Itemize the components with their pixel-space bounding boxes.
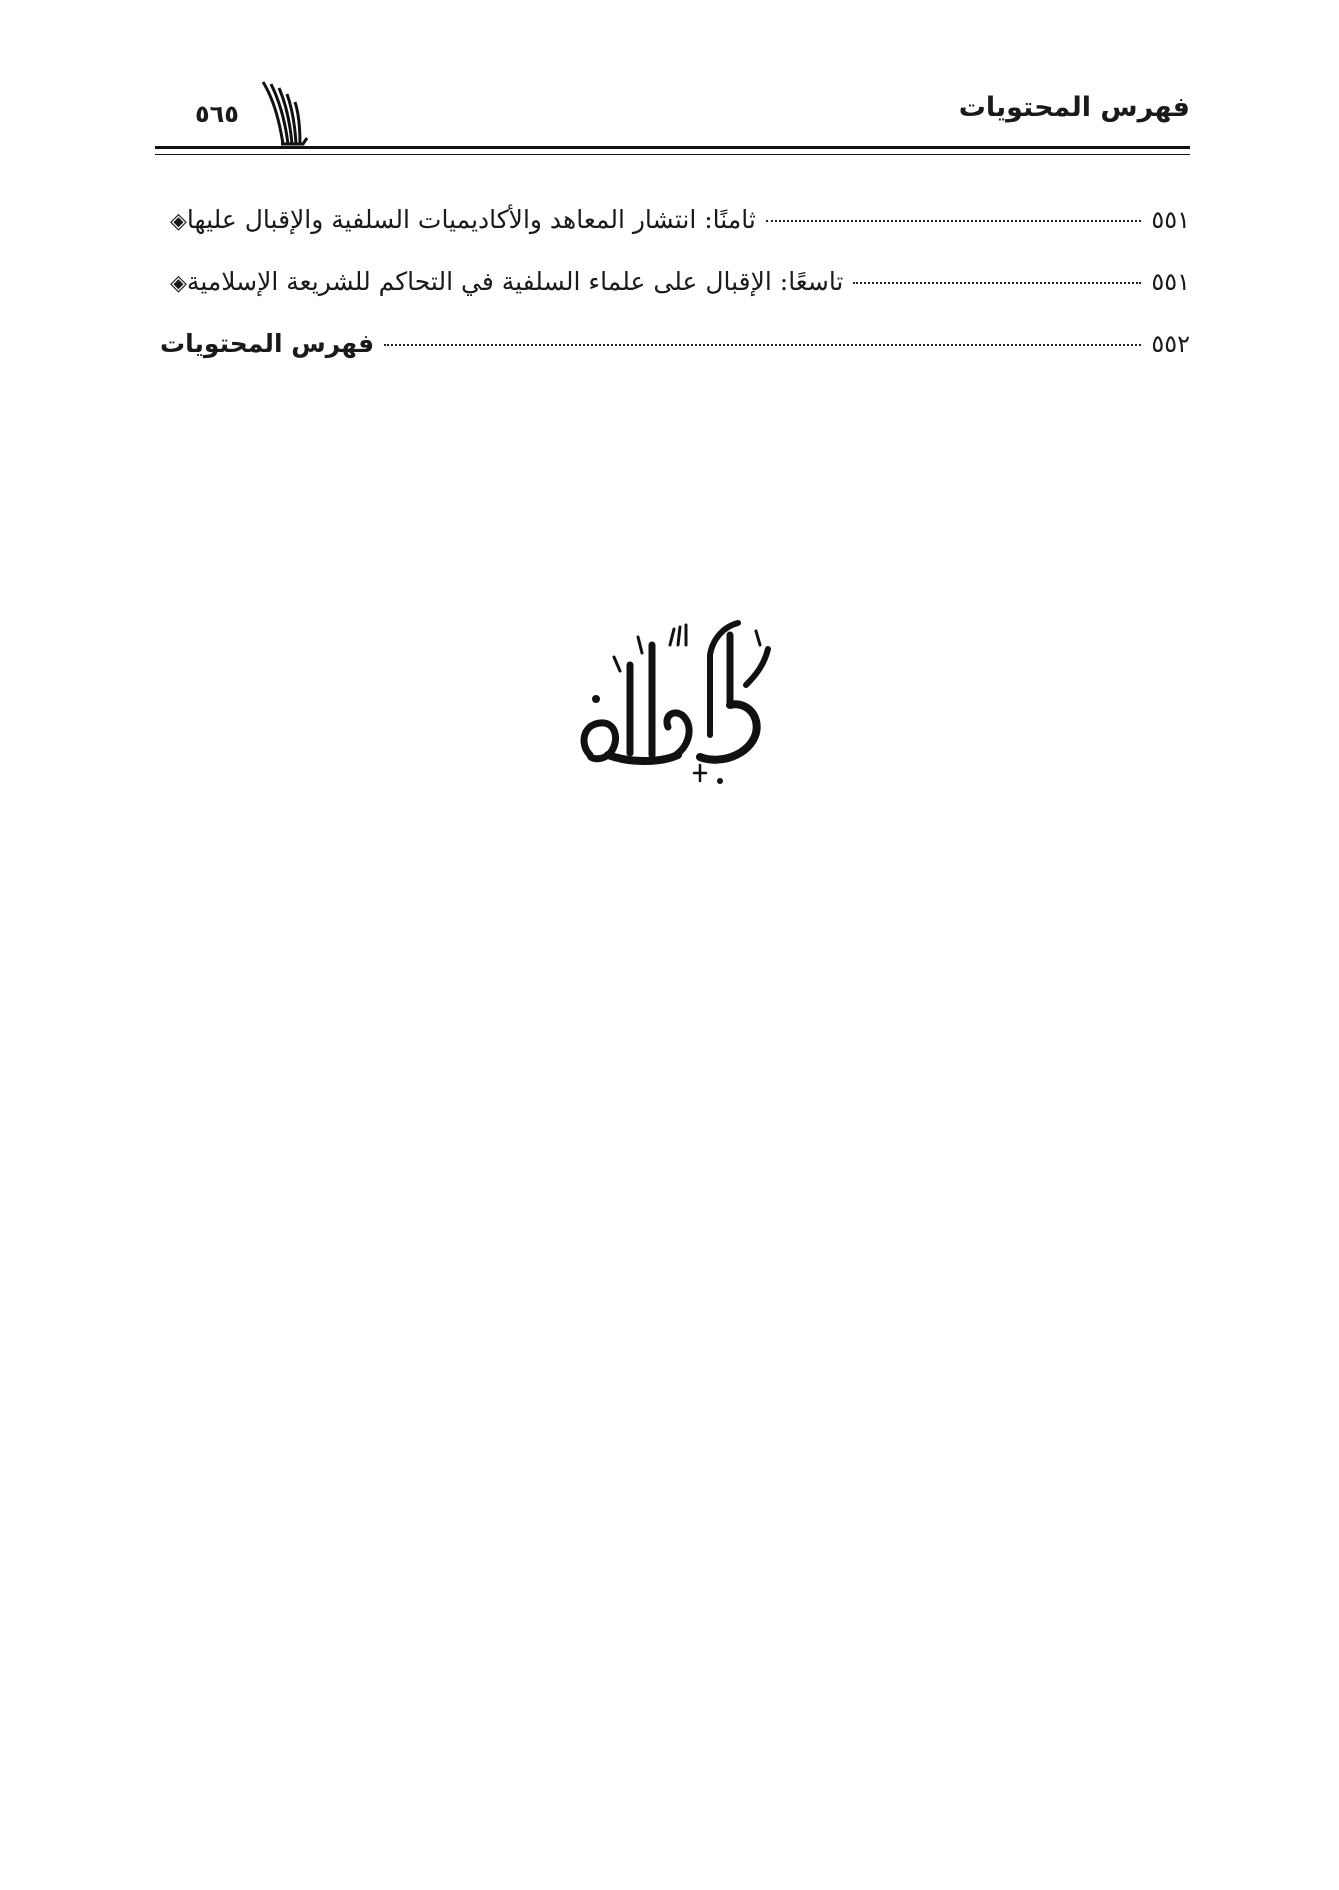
page-header: [155, 78, 1190, 158]
toc-section-entry: [160, 329, 1190, 391]
diamond-bullet-icon: ◈: [170, 209, 187, 234]
toc-entry: [160, 205, 1190, 267]
toc-entry-page: ٥٥٢: [1151, 330, 1190, 358]
dot-leader: [853, 282, 1141, 284]
toc-entry-page: ٥٥١: [1151, 206, 1190, 234]
table-of-contents: [160, 205, 1190, 391]
toc-entry-title: تاسعًا: الإقبال على علماء السلفية في التحاكم للشريعة الإسلامية: [186, 267, 844, 296]
book-pages-icon: [255, 78, 315, 150]
toc-entry-title: فهرس المحتويات: [160, 329, 375, 358]
dot-leader: [384, 344, 1141, 346]
page-number: ٥٦٥: [195, 100, 239, 128]
toc-entry: [160, 267, 1190, 329]
diamond-bullet-icon: ◈: [170, 271, 187, 296]
toc-entry-page: ٥٥١: [1151, 268, 1190, 296]
toc-entry-title: ثامنًا: انتشار المعاهد والأكاديميات السلفية والإقبال عليها: [186, 205, 756, 234]
header-rule: [155, 146, 1190, 149]
dot-leader: [766, 220, 1142, 222]
header-rule-secondary: [155, 154, 1190, 155]
closing-calligraphy-icon: [560, 605, 780, 790]
running-title: فهرس المحتويات: [958, 92, 1190, 123]
